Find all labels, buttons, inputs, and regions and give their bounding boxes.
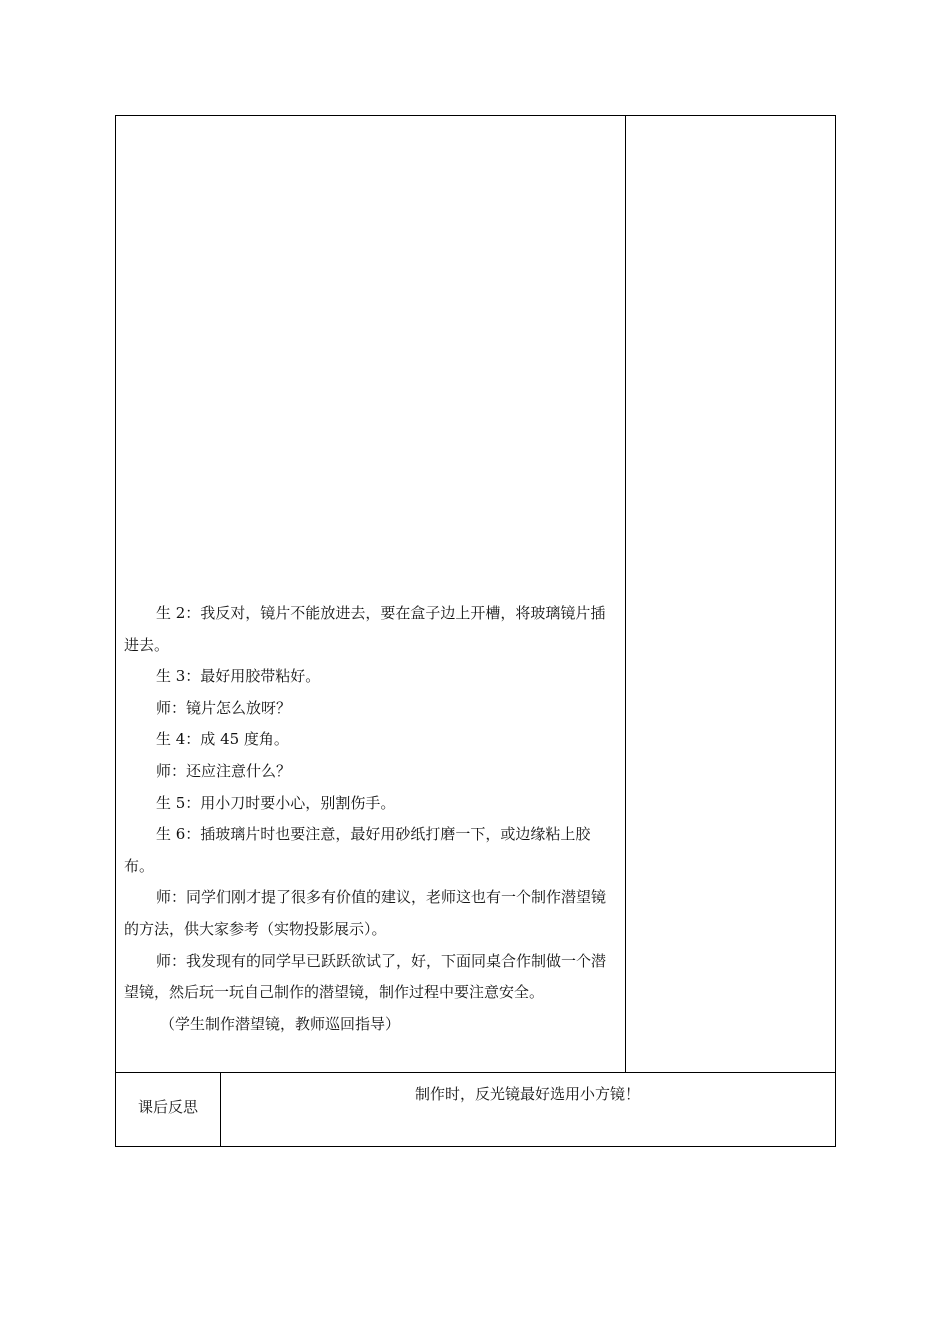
paragraph: 师：镜片怎么放呀？ — [156, 698, 292, 717]
paragraph: 生 3：最好用胶带粘好。 — [156, 667, 321, 686]
activity-note: （学生制作潜望镜，教师巡回指导） — [160, 1014, 401, 1033]
reflection-label: 课后反思 — [137, 1098, 198, 1116]
paragraph: 师：同学们刚才提了很多有价值的建议，老师这也有一个制作潜望镜的方法，供大家参考（实物投影展示）。 — [124, 888, 607, 938]
table-border-left — [115, 115, 116, 1147]
table-border-top — [115, 115, 836, 116]
paragraph: 生 6：插玻璃片时也要注意，最好用砂纸打磨一下，或边缘粘上胶布。 — [124, 825, 591, 875]
paragraph: 师：还应注意什么？ — [156, 761, 292, 780]
paragraph: 师：我发现有的同学早已跃跃欲试了，好，下面同桌合作制做一个潜望镜，然后玩一玩自己制作的潜望镜，制作过程中要注意安全。 — [124, 951, 607, 1002]
table-border-right — [835, 115, 836, 1147]
row-divider — [115, 1072, 836, 1073]
paragraph: 生 2：我反对，镜片不能放进去，要在盒子边上开槽，将玻璃镜片插进去。 — [124, 604, 606, 654]
paragraph: 生 5：用小刀时要小心，别割伤手。 — [156, 793, 396, 812]
reflection-text: 制作时，反光镜最好选用小方镜！ — [414, 1085, 640, 1103]
table-border-bottom — [115, 1146, 836, 1147]
column-divider — [625, 115, 626, 1073]
lesson-dialogue — [124, 598, 620, 1040]
paragraph: 生 4：成 45 度角。 — [156, 730, 289, 749]
